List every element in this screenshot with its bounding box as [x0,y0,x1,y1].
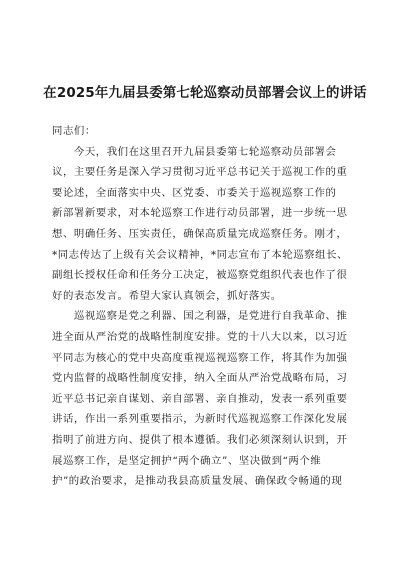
text-line: *同志传达了上级有关会议精神，*同志宣布了本轮巡察组长、 [52,248,348,261]
text-line: 党内监督的战略性制度安排，纳入全面从严治党战略布局，习 [52,372,348,385]
text-line: 要论述，全面落实中央、区党委、市委关于巡视巡察工作的 [52,186,337,199]
text-line: 好的表态发言。希望大家认真领会，抓好落实。 [52,289,282,302]
text-line: 近平总书记亲自谋划、亲自部署、亲自推动，发表一系列重要 [52,392,348,405]
text-line: 指明了前进方向、提供了根本遵循。我们必须深刻认识到，开 [52,433,348,446]
text-line: 展巡察工作，是坚定拥护“两个确立”、坚决做到“两个维 [52,454,322,467]
text-line: 巡视巡察是党之利器、国之利器，是党进行自我革命、推 [52,310,348,323]
salutation-line: 同志们： [52,125,96,137]
text-line: 平同志为核心的党中央高度重视巡视巡察工作，将其作为加强 [52,351,348,364]
document-title: 在2025年九届县委第七轮巡察动员部署会议上的讲话 [43,86,367,101]
text-line: 讲话，作出一系列重要指示，为新时代巡视巡察工作深化发展 [52,413,348,426]
text-line: 议，主要任务是深入学习贯彻习近平总书记关于巡视工作的重 [52,166,348,179]
text-line: 今天，我们在这里召开九届县委第七轮巡察动员部署会 [52,145,337,158]
text-line: 新部署新要求，对本轮巡察工作进行动员部署，进一步统一思 [52,207,348,220]
text-line: 副组长授权任命和任务分工决定，被巡察党组织代表也作了很 [52,269,348,282]
text-line: 进全面从严治党的战略性制度安排。党的十八大以来，以习近 [52,330,348,343]
text-line: 想、明确任务、压实责任，确保高质量完成巡察任务。刚才， [52,227,348,240]
speech-body [52,121,360,492]
text-line: 护”的政治要求，是推动我县高质量发展、确保政令畅通的现 [52,475,343,488]
